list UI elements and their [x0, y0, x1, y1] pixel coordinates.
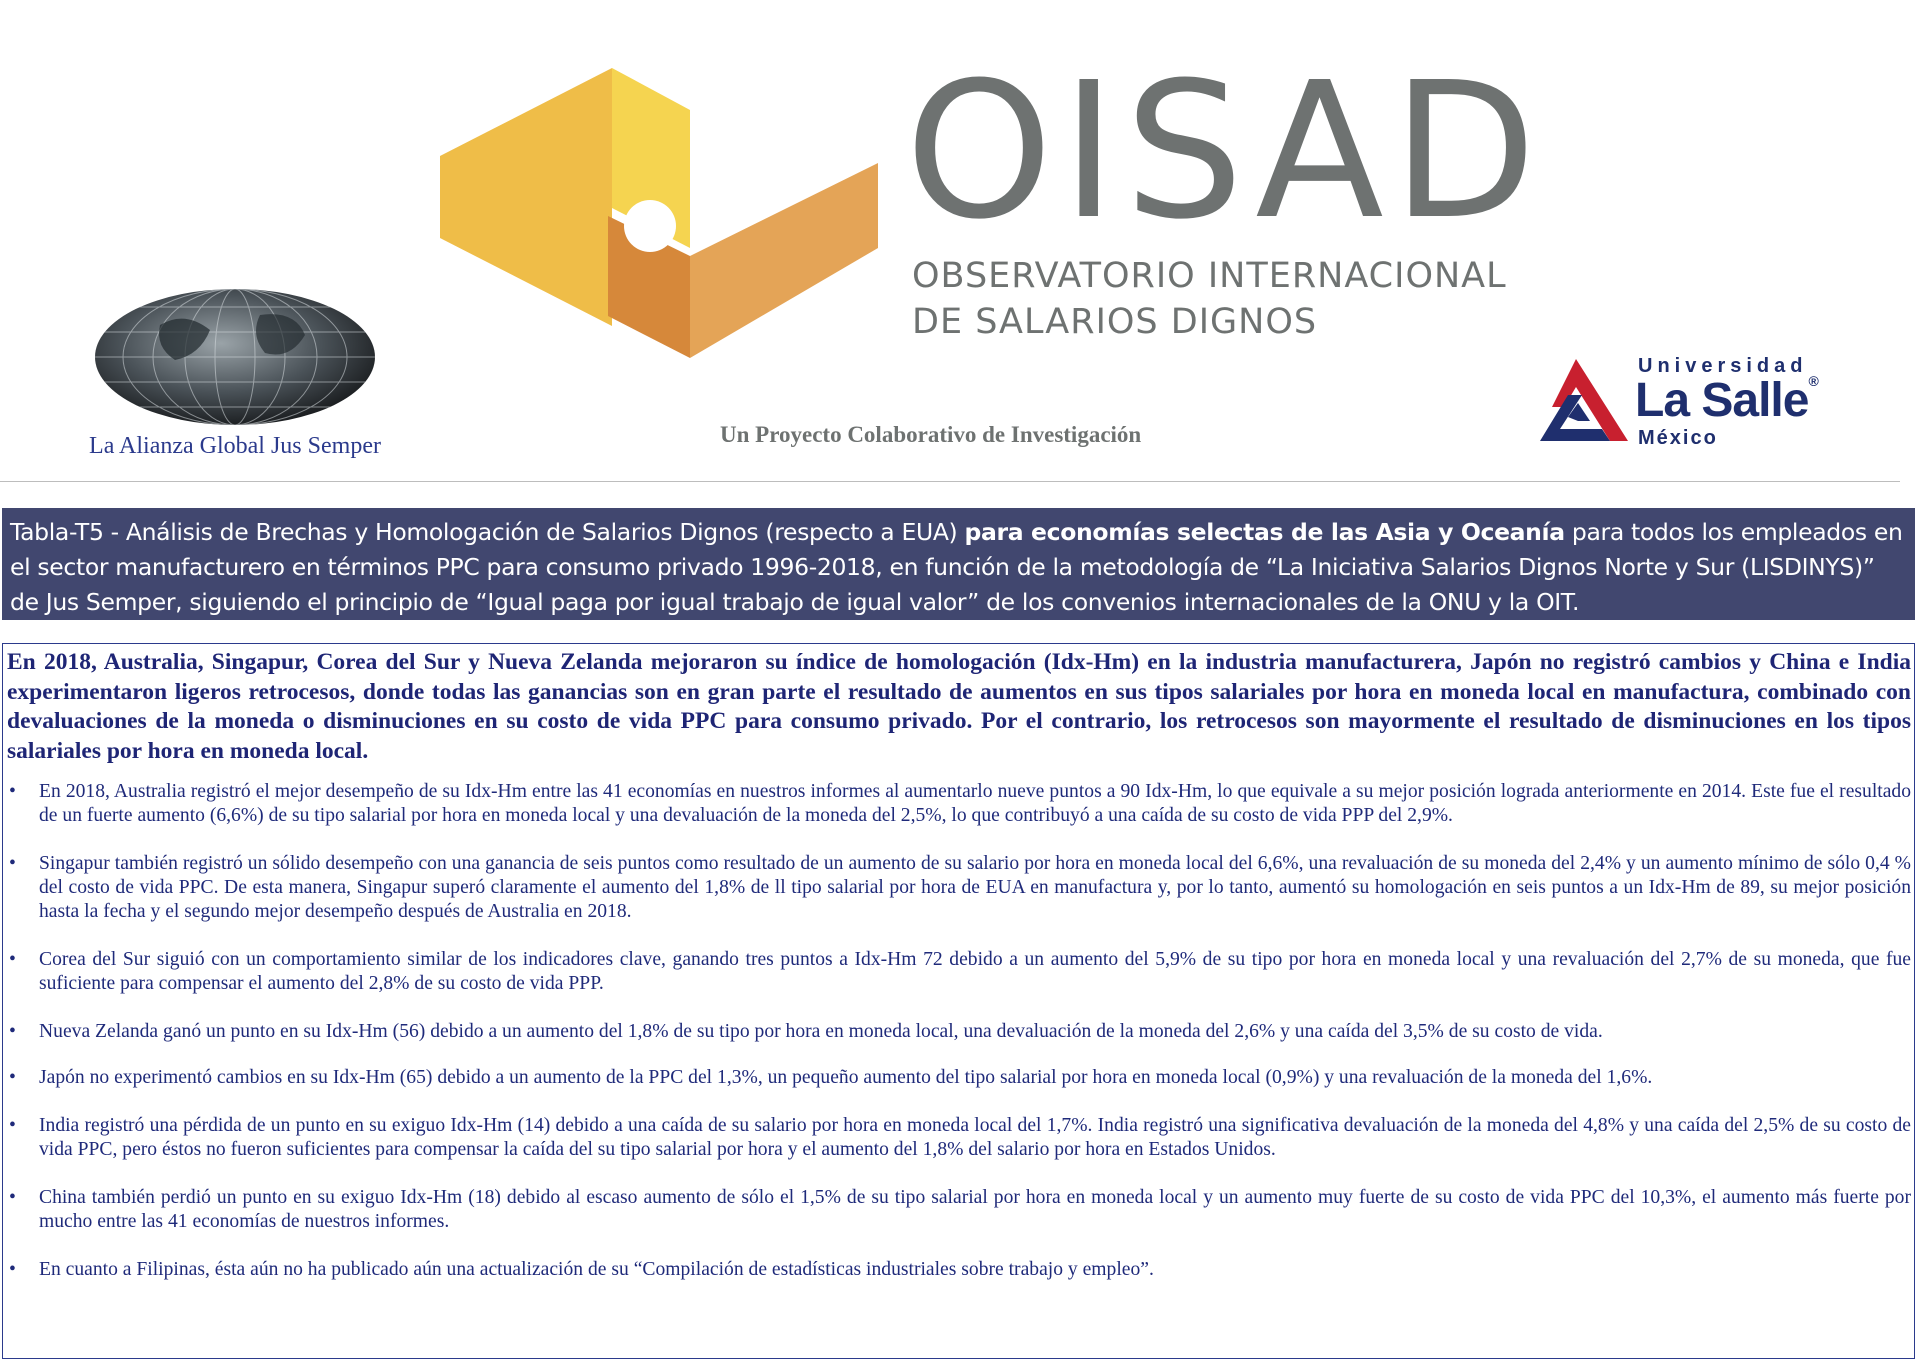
list-item	[7, 1020, 1911, 1044]
la-salle-emblem-icon	[1538, 357, 1633, 445]
list-item	[7, 948, 1911, 996]
oisad-subtitle	[912, 253, 1507, 345]
list-item	[7, 852, 1911, 924]
jus-semper-logo	[70, 285, 400, 470]
bullet-icon: •	[9, 781, 16, 802]
oisad-wordmark: OISAD	[905, 42, 1545, 261]
la-salle-logo	[1538, 355, 1838, 455]
list-item	[7, 1258, 1911, 1282]
list-item-text: Japón no experimentó cambios en su Idx-Hm (65) debido a un aumento de la PPC del 1,3%, un pequeño aumento del tipo salarial por hora en moneda local (0,9%) y una revaluación de la moneda del 1,6%.	[39, 1067, 1653, 1088]
project-tagline: Un Proyecto Colaborativo de Investigación	[720, 422, 1142, 447]
analysis-content	[2, 643, 1915, 1359]
list-item-text: Nueva Zelanda ganó un punto en su Idx-Hm (56) debido a un aumento del 1,8% de su tipo por hora en moneda local, una devaluación de la moneda del 2,6% y una caída del 3,5% de su costo de vida.	[39, 1021, 1603, 1042]
findings-list	[7, 780, 1911, 1282]
report-header	[0, 0, 1920, 490]
list-item	[7, 1114, 1911, 1162]
la-salle-name	[1635, 373, 1818, 428]
title-part1: Tabla-T5 - Análisis de Brechas y Homologación de Salarios Dignos (respecto a EUA)	[10, 518, 965, 546]
header-divider	[0, 481, 1900, 482]
list-item-text: China también perdió un punto en su exiguo Idx-Hm (18) debido al escaso aumento de sólo el 1,5% de su tipo salarial por hora en moneda local y un aumento muy fuerte de su costo de vida PPC del 10,3%, el aumento más fuerte por mucho entre las 41 economías de nuestros informes.	[39, 1187, 1911, 1232]
list-item-text: India registró una pérdida de un punto en su exiguo Idx-Hm (14) debido a una caída de su salario por hora en moneda local del 1,7%. India registró una significativa devaluación de la moneda del 4,8% y una caída del 2,5% de su costo de vida PPC, pero éstos no fueron suficientes para compensar la caída del su tipo salarial por hora y el aumento del 1,8% del salario por hora en Estados Unidos.	[39, 1115, 1911, 1160]
la-salle-name-text: La Salle	[1635, 374, 1809, 427]
title-bold: para economías selectas de las Asia y Oceanía	[964, 518, 1565, 546]
bullet-icon: •	[9, 853, 16, 874]
bullet-icon: •	[9, 1187, 16, 1208]
bullet-icon: •	[9, 1115, 16, 1136]
la-salle-universidad: Universidad	[1638, 355, 1808, 377]
bullet-icon: •	[9, 1067, 16, 1088]
summary-paragraph: En 2018, Australia, Singapur, Corea del Sur y Nueva Zelanda mejoraron su índice de homologación (Idx-Hm) en la industria manufacturera, Japón no registró cambios y China e India experimentaron ligeros retrocesos, donde todas las ganancias son en gran parte el resultado de aumentos en sus tipos salariales por hora en moneda local en manufactura, combinado con devaluaciones de la moneda o disminuciones en su costo de vida PPC para consumo privado. Por el contrario, los retrocesos son mayormente el resultado de disminuciones en los tipos salariales por hora en moneda local.	[7, 649, 1911, 764]
table-title-banner	[2, 508, 1915, 620]
list-item-text: Corea del Sur siguió con un comportamiento similar de los indicadores clave, ganando tres puntos a Idx-Hm 72 debido a un aumento del 5,9% de su tipo por hora en moneda local y una revaluación del 2,7% de su moneda, que fue suficiente para compensar el aumento del 2,8% de su costo de vida PPP.	[39, 949, 1911, 994]
bullet-icon: •	[9, 1021, 16, 1042]
list-item-text: Singapur también registró un sólido desempeño con una ganancia de seis puntos como resultado de un aumento de su salario por hora en moneda local del 6,6%, una revaluación de su moneda del 2,4% y un aumento mínimo de sólo 0,4 % del costo de vida PPC. De esta manera, Singapur superó claramente el aumento del 1,8% de ll tipo salarial por hora de EUA en manufactura y, por lo tanto, aumentó su homologación en seis puntos a un Idx-Hm de 89, su mejor posición hasta la fecha y el segundo mejor desempeño después de Australia en 2018.	[39, 853, 1911, 922]
registered-mark: ®	[1808, 373, 1818, 389]
list-item	[7, 1066, 1911, 1090]
bullet-icon: •	[9, 949, 16, 970]
oisad-subtitle-line2: DE SALARIOS DIGNOS	[912, 302, 1318, 342]
jus-semper-caption: La Alianza Global Jus Semper	[89, 433, 381, 459]
oisad-subtitle-line1: OBSERVATORIO INTERNACIONAL	[912, 256, 1507, 296]
list-item-text: En 2018, Australia registró el mejor desempeño de su Idx-Hm entre las 41 economías en nuestros informes al aumentarlo nueve puntos a 90 Idx-Hm, lo que equivale a su mejor posición lograda anteriormente en 2014. Este fue el resultado de un fuerte aumento (6,6%) de su tipo salarial por hora en moneda local y una devaluación de la moneda del 2,5%, lo que contribuyó a una caída de su costo de vida PPP del 2,9%.	[39, 781, 1911, 826]
globe-icon	[90, 285, 380, 430]
list-item	[7, 780, 1911, 828]
list-item	[7, 1186, 1911, 1234]
bullet-icon: •	[9, 1259, 16, 1280]
oisad-emblem-icon	[440, 58, 880, 370]
title-part2: para todos los empleados en el sector manufacturero en términos PPC para consumo privado 1996-2018, en función de la metodología de “La Iniciativa Salarios Dignos Norte y Sur (LISDINYS)” de Jus Semper, siguiendo el principio de “Igual paga por igual trabajo de igual valor” de los convenios internacionales de la ONU y la OIT.	[10, 518, 1903, 616]
list-item-text: En cuanto a Filipinas, ésta aún no ha publicado aún una actualización de su “Compilación de estadísticas industriales sobre trabajo y empleo”.	[39, 1259, 1154, 1280]
la-salle-mexico: México	[1638, 427, 1718, 449]
